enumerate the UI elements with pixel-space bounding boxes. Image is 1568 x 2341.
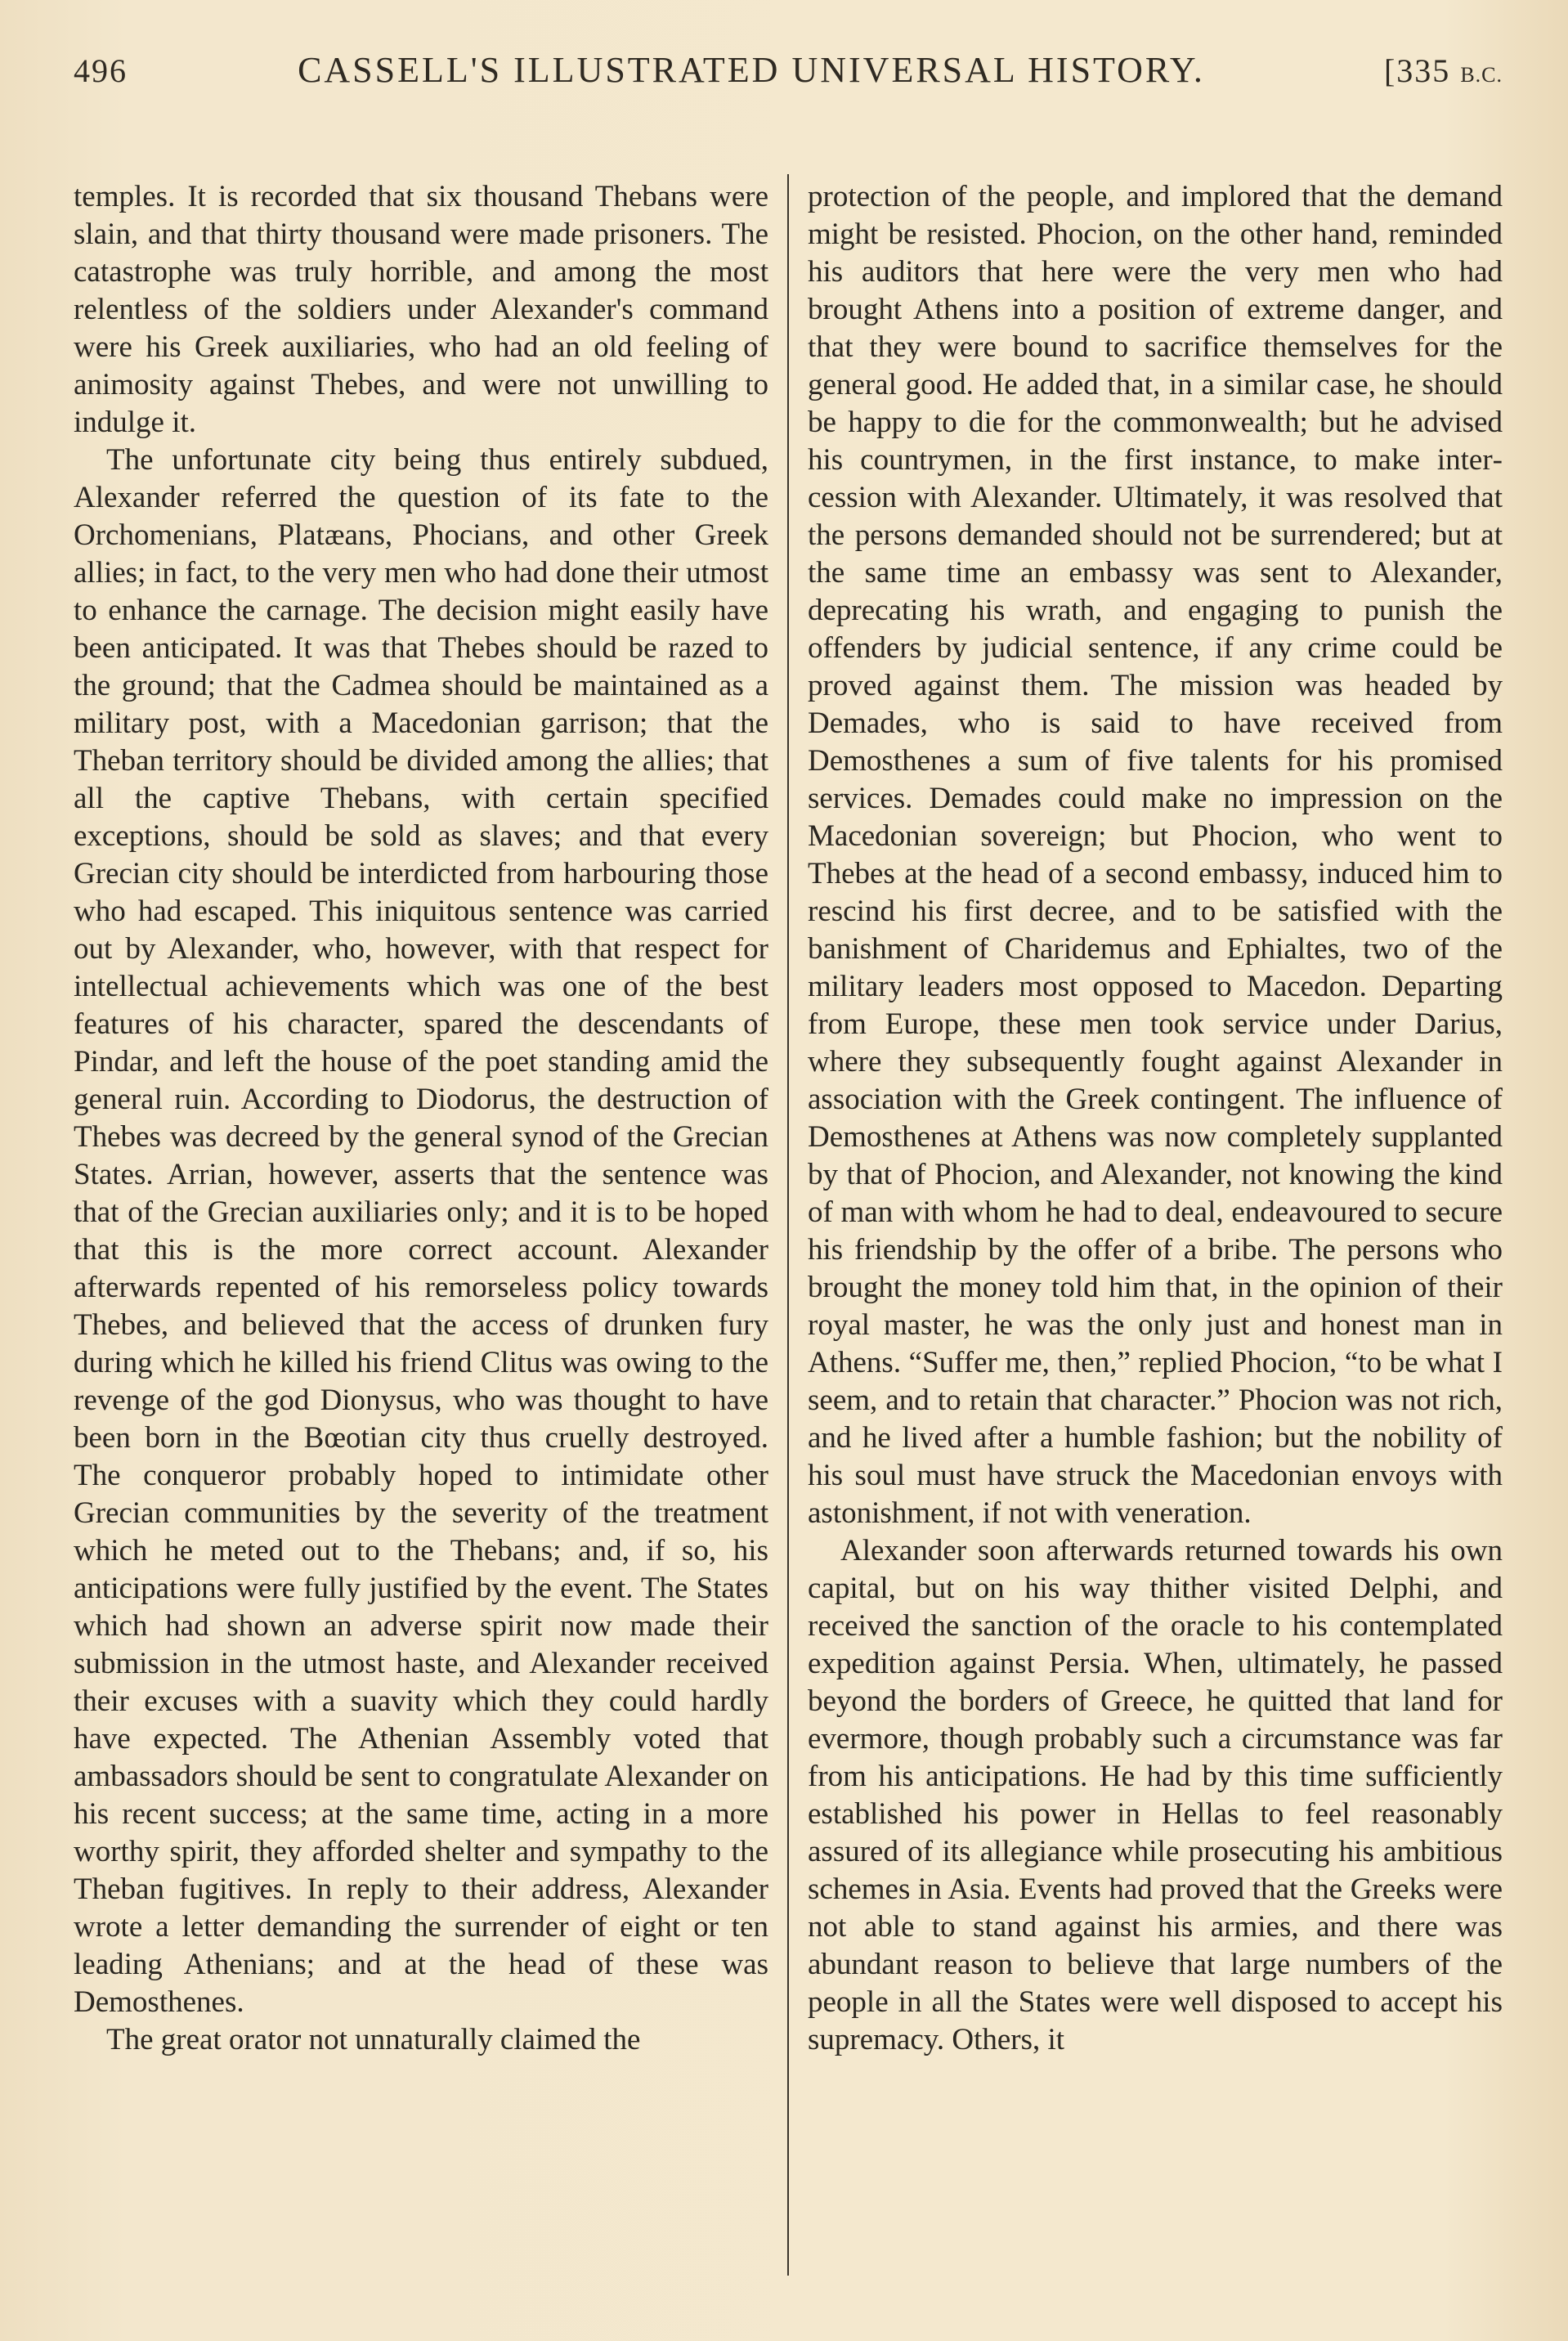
- right-paragraph-1: protection of the people, and implored that the demand might be resisted. Phocion, on the other hand, reminded his auditors that here were the very men who had brought Athens into a position of extreme danger, and that they were bound to sacrifice themselves for the general good. He added that, in a similar case, he should be happy to die for the commonwealth; but he advised his countrymen, in the first instance, to make intercession with Alexander. Ultimately, it was resolved that the persons demanded should not be surrendered; but at the same time an embassy was sent to Alexander, deprecating his wrath, and engaging to punish the offenders by judicial sentence, if any crime could be proved against them. The mission was headed by Demades, who is said to have received from Demosthenes a sum of five talents for his promised services. Demades could make no impression on the Macedonian sovereign; but Phocion, who went to Thebes at the head of a second embassy, induced him to rescind his first decree, and to be satisfied with the banishment of Charidemus and Ephialtes, two of the military leaders most opposed to Macedon. Departing from Europe, these men took service under Darius, where they subsequently fought against Alexander in association with the Greek contingent. The influence of Demosthenes at Athens was now completely supplanted by that of Phocion, and Alexander, not knowing the kind of man with whom he had to deal, endeavoured to secure his friendship by the offer of a bribe. The persons who brought the money told him that, in the opinion of their royal master, he was the only just and honest man in Athens. “Suffer me, then,” replied Phocion, “to be what I seem, and to retain that character.” Phocion was not rich, and he lived after a humble fashion; but the nobility of his soul must have struck the Macedonian envoys with astonishment, if not with veneration.: [808, 180, 1503, 1530]
- running-header: [74, 49, 1503, 98]
- column-divider: [787, 174, 789, 2276]
- left-column: [74, 178, 768, 2059]
- left-paragraph-2: The unfortunate city being thus entirely subdued, Alexander referred the question of its fate to the Orchomenians, Platæans, Phocians, and other Greek allies; in fact, to the very men who had done their utmost to enhance the carnage. The decision might easily have been anticipated. It was that Thebes should be razed to the ground; that the Cadmea should be maintained as a military post, with a Macedonian garrison; that the Theban territory should be divided among the allies; that all the captive Thebans, with certain specified exceptions, should be sold as slaves; and that every Grecian city should be interdicted from harbouring those who had escaped. This iniquitous sentence was carried out by Alexander, who, however, with that respect for intellectual achievements which was one of the best features of his character, spared the descendants of Pindar, and left the house of the poet standing amid the general ruin. According to Diodorus, the destruction of Thebes was decreed by the general synod of the Grecian States. Arrian, however, asserts that the sentence was that of the Grecian auxiliaries only; and it is to be hoped that this is the more correct account. Alexander afterwards repented of his remorseless policy towards Thebes, and believed that the access of drunken fury during which he killed his friend Clitus was owing to the revenge of the god Dionysus, who was thought to have been born in the Bœotian city thus cruelly destroyed. The conqueror probably hoped to intimidate other Grecian communities by the severity of the treatment which he meted out to the Thebans; and, if so, his anticipations were fully justified by the event. The States which had shown an adverse spirit now made their submission in the utmost haste, and Alexander received their excuses with a suavity which they could hardly have expected. The Athenian Assembly voted that ambassadors should be sent to congratulate Alexander on his recent success; at the same time, acting in a more worthy spirit, they afforded shelter and sympathy to the Theban fugitives. In reply to their address, Alexander wrote a letter demanding the surrender of eight or ten leading Athenians; and at the head of these was Demosthenes.: [74, 443, 768, 2019]
- date-suffix: B.C.: [1460, 63, 1503, 87]
- text-columns: [74, 178, 1503, 2059]
- date-prefix: [335: [1383, 52, 1451, 89]
- right-column: [808, 178, 1503, 2059]
- left-paragraph-1: temples. It is recorded that six thousand Thebans were slain, and that thirty thousand were made prisoners. The catastrophe was truly horrible, and among the most relentless of the soldiers under Alexander's command were his Greek auxiliaries, who had an old feeling of animosity against Thebes, and were not unwilling to indulge it.: [74, 180, 768, 439]
- date-range: [1339, 52, 1503, 90]
- page-number: 496: [74, 52, 128, 89]
- book-title: CASSELL'S ILLUSTRATED UNIVERSAL HISTORY.: [298, 50, 1205, 90]
- right-paragraph-2: Alexander soon afterwards returned towards his own capital, but on his way thither visited Delphi, and received the sanction of the oracle to his contemplated expedition against Persia. When, ultimately, he passed beyond the borders of Greece, he quitted that land for evermore, though probably such a circumstance was far from his anticipations. He had by this time sufficiently established his power in Hellas to feel reasonably assured of its allegiance while prosecuting his ambitious schemes in Asia. Events had proved that the Greeks were not able to stand against his armies, and there was abundant reason to believe that large numbers of the people in all the States were well disposed to accept his supremacy. Others, it: [808, 1534, 1503, 2056]
- left-paragraph-3: The great orator not unnaturally claimed the: [106, 2023, 641, 2056]
